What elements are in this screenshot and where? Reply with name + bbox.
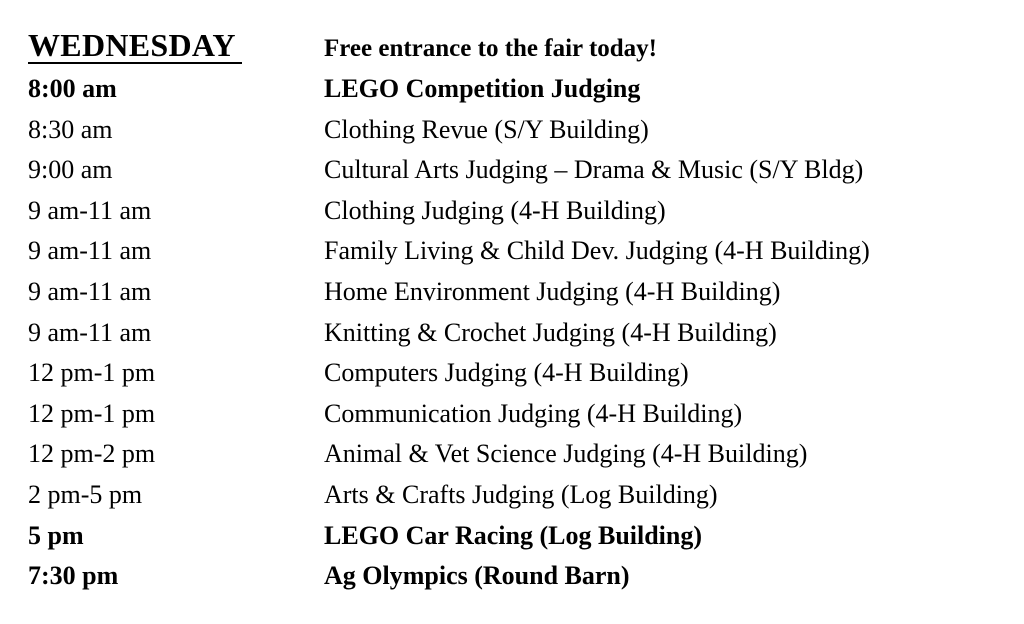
schedule-time: 7:30 pm [28,561,119,591]
schedule-time: 9 am-11 am [28,276,152,306]
schedule-event: Clothing Judging (4-H Building) [324,195,666,225]
schedule-time: 9 am-11 am [28,317,152,347]
schedule-row [28,110,1008,151]
schedule-event: LEGO Competition Judging [324,74,641,103]
schedule-time: 12 pm-1 pm [28,398,156,428]
schedule-time: 8:30 am [28,114,113,144]
schedule-time: 2 pm-5 pm [28,479,143,509]
schedule-time: 8:00 am [28,74,117,103]
schedule-event: Clothing Revue (S/Y Building) [324,114,649,144]
schedule-time: 5 pm [28,520,84,550]
fair-note: Free entrance to the fair today! [324,35,657,62]
schedule-row [28,69,1008,110]
schedule-row [28,475,1008,516]
schedule-row [28,434,1008,475]
schedule-event: Communication Judging (4-H Building) [324,398,743,428]
schedule-time: 12 pm-2 pm [28,439,156,469]
day-heading [28,27,324,64]
schedule-row [28,231,1008,272]
schedule-event: Animal & Vet Science Judging (4-H Building) [324,439,808,469]
schedule-sheet [28,27,1008,597]
schedule-event: Ag Olympics (Round Barn) [324,561,630,591]
schedule-header [28,27,1008,69]
schedule-event: Home Environment Judging (4-H Building) [324,276,781,306]
schedule-row [28,191,1008,232]
schedule-row [28,353,1008,394]
schedule-event: Knitting & Crochet Judging (4-H Building) [324,317,777,347]
schedule-row [28,272,1008,313]
schedule-row [28,394,1008,435]
schedule-event: LEGO Car Racing (Log Building) [324,520,703,550]
schedule-event: Arts & Crafts Judging (Log Building) [324,479,718,509]
schedule-time: 9 am-11 am [28,195,152,225]
day-heading-text: WEDNESDAY [28,28,242,64]
schedule-row [28,313,1008,354]
schedule-time: 9:00 am [28,155,113,185]
schedule-event: Cultural Arts Judging – Drama & Music (S/Y Bldg) [324,155,864,185]
schedule-row [28,516,1008,557]
schedule-event: Family Living & Child Dev. Judging (4-H Building) [324,236,870,266]
schedule-row [28,150,1008,191]
schedule-row [28,556,1008,597]
schedule-time: 9 am-11 am [28,236,152,266]
schedule-time: 12 pm-1 pm [28,358,156,388]
schedule-event: Computers Judging (4-H Building) [324,358,689,388]
